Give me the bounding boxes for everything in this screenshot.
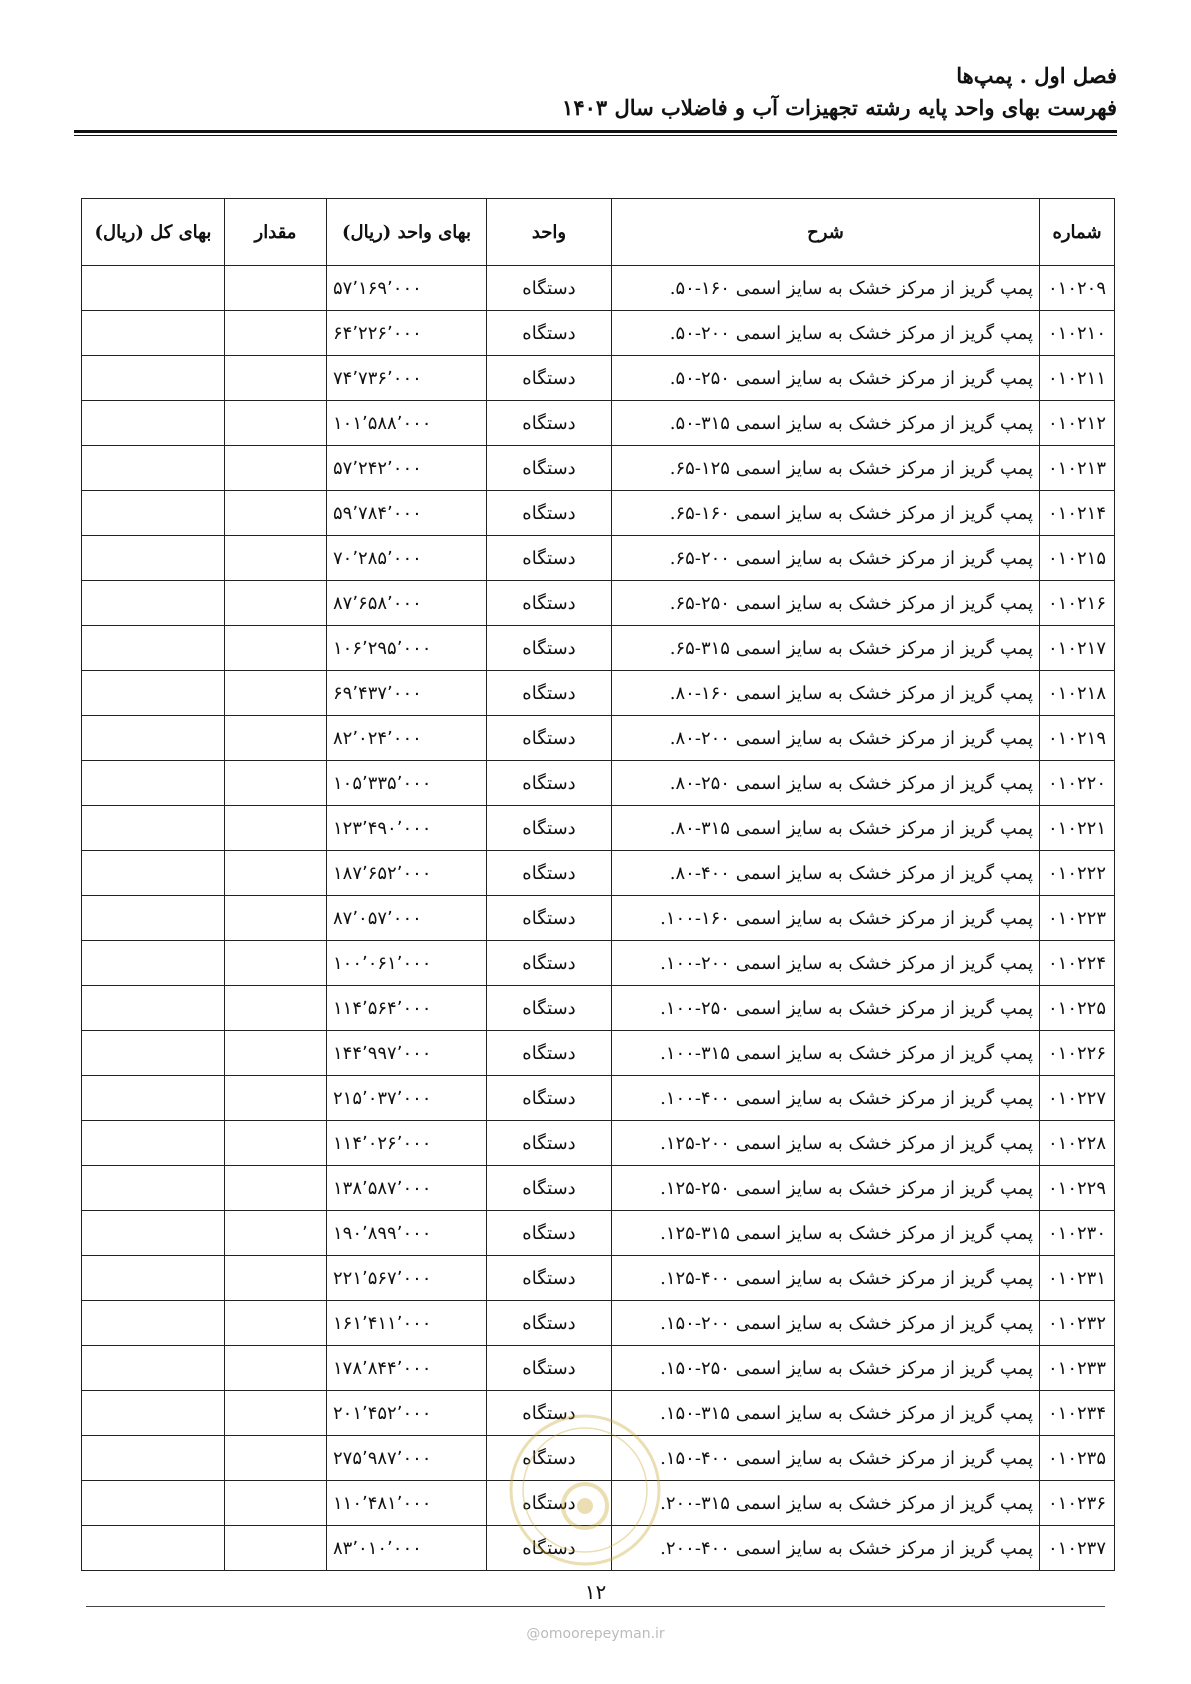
row-description: پمپ گریز از مرکز خشک به سایز اسمی ۲۰۰-۱۵۰.	[612, 1301, 1040, 1346]
table-row	[82, 671, 1115, 716]
table-row	[82, 1481, 1115, 1526]
row-unit-price: ۸۷٬۶۵۸٬۰۰۰	[327, 581, 487, 626]
row-code: ۰۱۰۲۱۱	[1040, 356, 1115, 401]
row-description: پمپ گریز از مرکز خشک به سایز اسمی ۳۱۵-۲۰۰.	[612, 1481, 1040, 1526]
row-unit-price: ۱۶۱٬۴۱۱٬۰۰۰	[327, 1301, 487, 1346]
row-description: پمپ گریز از مرکز خشک به سایز اسمی ۳۱۵-۸۰.	[612, 806, 1040, 851]
row-total	[82, 986, 225, 1031]
table-row	[82, 1391, 1115, 1436]
row-quantity	[225, 626, 327, 671]
row-code: ۰۱۰۲۲۱	[1040, 806, 1115, 851]
table-body	[82, 266, 1115, 1571]
row-description: پمپ گریز از مرکز خشک به سایز اسمی ۱۲۵-۶۵.	[612, 446, 1040, 491]
row-quantity	[225, 1481, 327, 1526]
row-code: ۰۱۰۲۲۴	[1040, 941, 1115, 986]
row-quantity	[225, 311, 327, 356]
row-unit-price: ۶۴٬۲۲۶٬۰۰۰	[327, 311, 487, 356]
header-rule-thin	[74, 135, 1117, 136]
row-description: پمپ گریز از مرکز خشک به سایز اسمی ۴۰۰-۱۵۰.	[612, 1436, 1040, 1481]
row-total	[82, 1436, 225, 1481]
row-quantity	[225, 1301, 327, 1346]
table-row	[82, 1031, 1115, 1076]
row-code: ۰۱۰۲۳۱	[1040, 1256, 1115, 1301]
row-total	[82, 1481, 225, 1526]
row-unit-price: ۷۴٬۷۳۶٬۰۰۰	[327, 356, 487, 401]
row-unit: دستگاه	[487, 1526, 612, 1571]
row-unit-price: ۶۹٬۴۳۷٬۰۰۰	[327, 671, 487, 716]
row-unit-price: ۱۲۳٬۴۹۰٬۰۰۰	[327, 806, 487, 851]
row-total	[82, 356, 225, 401]
column-header-quantity: مقدار	[225, 199, 327, 266]
row-code: ۰۱۰۲۲۹	[1040, 1166, 1115, 1211]
row-unit: دستگاه	[487, 986, 612, 1031]
table-row	[82, 806, 1115, 851]
row-code: ۰۱۰۲۱۶	[1040, 581, 1115, 626]
row-quantity	[225, 986, 327, 1031]
row-description: پمپ گریز از مرکز خشک به سایز اسمی ۳۱۵-۱۲۵.	[612, 1211, 1040, 1256]
row-unit: دستگاه	[487, 626, 612, 671]
row-total	[82, 446, 225, 491]
row-code: ۰۱۰۲۳۶	[1040, 1481, 1115, 1526]
row-unit: دستگاه	[487, 401, 612, 446]
row-unit-price: ۸۳٬۰۱۰٬۰۰۰	[327, 1526, 487, 1571]
row-description: پمپ گریز از مرکز خشک به سایز اسمی ۴۰۰-۸۰.	[612, 851, 1040, 896]
column-header-total: بهای کل (ریال)	[82, 199, 225, 266]
row-unit: دستگاه	[487, 446, 612, 491]
row-total	[82, 401, 225, 446]
row-description: پمپ گریز از مرکز خشک به سایز اسمی ۱۶۰-۸۰.	[612, 671, 1040, 716]
row-unit: دستگاه	[487, 761, 612, 806]
row-code: ۰۱۰۲۱۵	[1040, 536, 1115, 581]
row-unit: دستگاه	[487, 1076, 612, 1121]
row-code: ۰۱۰۲۱۲	[1040, 401, 1115, 446]
row-code: ۰۱۰۲۲۷	[1040, 1076, 1115, 1121]
row-unit: دستگاه	[487, 806, 612, 851]
table-row	[82, 266, 1115, 311]
row-description: پمپ گریز از مرکز خشک به سایز اسمی ۲۵۰-۱۲۵.	[612, 1166, 1040, 1211]
row-quantity	[225, 716, 327, 761]
row-unit-price: ۲۱۵٬۰۳۷٬۰۰۰	[327, 1076, 487, 1121]
row-unit-price: ۱۹۰٬۸۹۹٬۰۰۰	[327, 1211, 487, 1256]
row-unit: دستگاه	[487, 311, 612, 356]
row-description: پمپ گریز از مرکز خشک به سایز اسمی ۳۱۵-۱۵۰.	[612, 1391, 1040, 1436]
row-unit: دستگاه	[487, 1166, 612, 1211]
row-unit-price: ۲۰۱٬۴۵۲٬۰۰۰	[327, 1391, 487, 1436]
row-unit-price: ۱۰۶٬۲۹۵٬۰۰۰	[327, 626, 487, 671]
row-description: پمپ گریز از مرکز خشک به سایز اسمی ۲۰۰-۵۰.	[612, 311, 1040, 356]
row-unit-price: ۱۳۸٬۵۸۷٬۰۰۰	[327, 1166, 487, 1211]
row-code: ۰۱۰۲۱۴	[1040, 491, 1115, 536]
row-description: پمپ گریز از مرکز خشک به سایز اسمی ۲۵۰-۵۰.	[612, 356, 1040, 401]
table-row	[82, 1166, 1115, 1211]
row-quantity	[225, 356, 327, 401]
row-code: ۰۱۰۲۲۸	[1040, 1121, 1115, 1166]
table-row	[82, 1076, 1115, 1121]
row-quantity	[225, 581, 327, 626]
row-code: ۰۱۰۲۱۸	[1040, 671, 1115, 716]
row-unit-price: ۵۹٬۷۸۴٬۰۰۰	[327, 491, 487, 536]
row-total	[82, 851, 225, 896]
table-row	[82, 1436, 1115, 1481]
row-total	[82, 716, 225, 761]
row-code: ۰۱۰۲۳۲	[1040, 1301, 1115, 1346]
row-description: پمپ گریز از مرکز خشک به سایز اسمی ۲۰۰-۸۰.	[612, 716, 1040, 761]
table-row	[82, 311, 1115, 356]
row-total	[82, 761, 225, 806]
table-row	[82, 581, 1115, 626]
row-description: پمپ گریز از مرکز خشک به سایز اسمی ۲۵۰-۱۵۰.	[612, 1346, 1040, 1391]
row-code: ۰۱۰۲۱۳	[1040, 446, 1115, 491]
row-total	[82, 536, 225, 581]
row-quantity	[225, 1031, 327, 1076]
row-unit: دستگاه	[487, 896, 612, 941]
table-row	[82, 986, 1115, 1031]
row-unit: دستگاه	[487, 1391, 612, 1436]
row-code: ۰۱۰۲۳۳	[1040, 1346, 1115, 1391]
column-header-description: شرح	[612, 199, 1040, 266]
table-row	[82, 626, 1115, 671]
row-total	[82, 1256, 225, 1301]
row-unit-price: ۱۸۷٬۶۵۲٬۰۰۰	[327, 851, 487, 896]
footer-rule	[86, 1606, 1105, 1607]
row-quantity	[225, 941, 327, 986]
row-unit: دستگاه	[487, 1481, 612, 1526]
table-row	[82, 1256, 1115, 1301]
row-unit-price: ۵۷٬۱۶۹٬۰۰۰	[327, 266, 487, 311]
row-unit: دستگاه	[487, 941, 612, 986]
row-unit: دستگاه	[487, 1121, 612, 1166]
row-total	[82, 581, 225, 626]
row-unit-price: ۲۷۵٬۹۸۷٬۰۰۰	[327, 1436, 487, 1481]
row-code: ۰۱۰۲۲۰	[1040, 761, 1115, 806]
table-row	[82, 1301, 1115, 1346]
row-quantity	[225, 896, 327, 941]
row-quantity	[225, 401, 327, 446]
row-unit: دستگاه	[487, 716, 612, 761]
table-row	[82, 536, 1115, 581]
page-number: ۱۲	[584, 1580, 607, 1604]
row-total	[82, 806, 225, 851]
row-unit-price: ۱۰۰٬۰۶۱٬۰۰۰	[327, 941, 487, 986]
row-description: پمپ گریز از مرکز خشک به سایز اسمی ۱۶۰-۱۰۰.	[612, 896, 1040, 941]
row-unit: دستگاه	[487, 356, 612, 401]
table-row	[82, 716, 1115, 761]
row-quantity	[225, 851, 327, 896]
row-total	[82, 941, 225, 986]
row-unit: دستگاه	[487, 491, 612, 536]
row-total	[82, 1076, 225, 1121]
row-total	[82, 1211, 225, 1256]
row-code: ۰۱۰۲۱۹	[1040, 716, 1115, 761]
document-title: فهرست بهای واحد پایه رشته تجهیزات آب و فاضلاب سال ۱۴۰۳	[562, 95, 1117, 120]
row-unit-price: ۱۷۸٬۸۴۴٬۰۰۰	[327, 1346, 487, 1391]
row-total	[82, 1031, 225, 1076]
page-header	[74, 60, 1117, 124]
column-header-number: شماره	[1040, 199, 1115, 266]
row-description: پمپ گریز از مرکز خشک به سایز اسمی ۴۰۰-۱۲۵.	[612, 1256, 1040, 1301]
table-row	[82, 356, 1115, 401]
row-description: پمپ گریز از مرکز خشک به سایز اسمی ۴۰۰-۱۰۰.	[612, 1076, 1040, 1121]
row-unit: دستگاه	[487, 536, 612, 581]
row-unit-price: ۱۱۰٬۴۸۱٬۰۰۰	[327, 1481, 487, 1526]
row-unit-price: ۲۲۱٬۵۶۷٬۰۰۰	[327, 1256, 487, 1301]
row-unit: دستگاه	[487, 1436, 612, 1481]
row-code: ۰۱۰۲۳۷	[1040, 1526, 1115, 1571]
column-header-unit: واحد	[487, 199, 612, 266]
row-description: پمپ گریز از مرکز خشک به سایز اسمی ۲۵۰-۸۰.	[612, 761, 1040, 806]
row-quantity	[225, 446, 327, 491]
row-unit-price: ۱۰۱٬۵۸۸٬۰۰۰	[327, 401, 487, 446]
row-total	[82, 491, 225, 536]
row-unit: دستگاه	[487, 266, 612, 311]
row-unit: دستگاه	[487, 851, 612, 896]
row-quantity	[225, 266, 327, 311]
row-unit-price: ۱۱۴٬۰۲۶٬۰۰۰	[327, 1121, 487, 1166]
row-code: ۰۱۰۲۲۲	[1040, 851, 1115, 896]
site-watermark: @omoorepeyman.ir	[526, 1626, 665, 1642]
row-description: پمپ گریز از مرکز خشک به سایز اسمی ۱۶۰-۶۵.	[612, 491, 1040, 536]
table-row	[82, 896, 1115, 941]
row-quantity	[225, 536, 327, 581]
table-row	[82, 1526, 1115, 1571]
price-table	[81, 198, 1115, 1571]
row-description: پمپ گریز از مرکز خشک به سایز اسمی ۳۱۵-۶۵.	[612, 626, 1040, 671]
row-total	[82, 671, 225, 716]
table-row	[82, 761, 1115, 806]
row-quantity	[225, 1391, 327, 1436]
row-total	[82, 1346, 225, 1391]
row-total	[82, 896, 225, 941]
row-quantity	[225, 1076, 327, 1121]
row-code: ۰۱۰۲۲۶	[1040, 1031, 1115, 1076]
row-quantity	[225, 1211, 327, 1256]
table-row	[82, 941, 1115, 986]
header-rule-thick	[74, 130, 1117, 133]
row-description: پمپ گریز از مرکز خشک به سایز اسمی ۱۶۰-۵۰.	[612, 266, 1040, 311]
row-quantity	[225, 1526, 327, 1571]
row-quantity	[225, 1256, 327, 1301]
row-description: پمپ گریز از مرکز خشک به سایز اسمی ۴۰۰-۲۰۰.	[612, 1526, 1040, 1571]
row-unit: دستگاه	[487, 1211, 612, 1256]
row-total	[82, 626, 225, 671]
row-description: پمپ گریز از مرکز خشک به سایز اسمی ۲۰۰-۶۵.	[612, 536, 1040, 581]
row-code: ۰۱۰۲۳۰	[1040, 1211, 1115, 1256]
table-row	[82, 1121, 1115, 1166]
column-header-unit-price: بهای واحد (ریال)	[327, 199, 487, 266]
row-unit-price: ۱۱۴٬۵۶۴٬۰۰۰	[327, 986, 487, 1031]
row-total	[82, 1391, 225, 1436]
row-unit-price: ۸۷٬۰۵۷٬۰۰۰	[327, 896, 487, 941]
row-total	[82, 266, 225, 311]
row-code: ۰۱۰۲۲۵	[1040, 986, 1115, 1031]
row-unit: دستگاه	[487, 1256, 612, 1301]
row-unit: دستگاه	[487, 581, 612, 626]
row-total	[82, 1301, 225, 1346]
row-unit-price: ۱۰۵٬۳۳۵٬۰۰۰	[327, 761, 487, 806]
row-description: پمپ گریز از مرکز خشک به سایز اسمی ۳۱۵-۱۰۰.	[612, 1031, 1040, 1076]
row-description: پمپ گریز از مرکز خشک به سایز اسمی ۲۰۰-۱۲۵.	[612, 1121, 1040, 1166]
row-quantity	[225, 806, 327, 851]
row-unit: دستگاه	[487, 1031, 612, 1076]
row-description: پمپ گریز از مرکز خشک به سایز اسمی ۲۵۰-۶۵.	[612, 581, 1040, 626]
row-quantity	[225, 491, 327, 536]
row-code: ۰۱۰۲۰۹	[1040, 266, 1115, 311]
table-header-row	[82, 199, 1115, 266]
table-row	[82, 401, 1115, 446]
row-unit-price: ۷۰٬۲۸۵٬۰۰۰	[327, 536, 487, 581]
row-description: پمپ گریز از مرکز خشک به سایز اسمی ۲۰۰-۱۰۰.	[612, 941, 1040, 986]
row-quantity	[225, 1121, 327, 1166]
table-row	[82, 491, 1115, 536]
row-quantity	[225, 1346, 327, 1391]
row-unit: دستگاه	[487, 671, 612, 716]
row-code: ۰۱۰۲۱۷	[1040, 626, 1115, 671]
table-row	[82, 446, 1115, 491]
row-quantity	[225, 671, 327, 716]
row-unit: دستگاه	[487, 1346, 612, 1391]
chapter-title: فصل اول . پمپ‌ها	[956, 63, 1117, 88]
row-quantity	[225, 1166, 327, 1211]
row-total	[82, 1526, 225, 1571]
table-row	[82, 1346, 1115, 1391]
row-total	[82, 1166, 225, 1211]
row-code: ۰۱۰۲۳۴	[1040, 1391, 1115, 1436]
row-description: پمپ گریز از مرکز خشک به سایز اسمی ۳۱۵-۵۰.	[612, 401, 1040, 446]
row-quantity	[225, 761, 327, 806]
row-description: پمپ گریز از مرکز خشک به سایز اسمی ۲۵۰-۱۰۰.	[612, 986, 1040, 1031]
table-row	[82, 1211, 1115, 1256]
row-code: ۰۱۰۲۲۳	[1040, 896, 1115, 941]
table-row	[82, 851, 1115, 896]
row-unit-price: ۸۲٬۰۲۴٬۰۰۰	[327, 716, 487, 761]
row-quantity	[225, 1436, 327, 1481]
row-unit-price: ۱۴۴٬۹۹۷٬۰۰۰	[327, 1031, 487, 1076]
row-code: ۰۱۰۲۳۵	[1040, 1436, 1115, 1481]
row-total	[82, 311, 225, 356]
row-unit-price: ۵۷٬۲۴۲٬۰۰۰	[327, 446, 487, 491]
row-unit: دستگاه	[487, 1301, 612, 1346]
row-total	[82, 1121, 225, 1166]
row-code: ۰۱۰۲۱۰	[1040, 311, 1115, 356]
